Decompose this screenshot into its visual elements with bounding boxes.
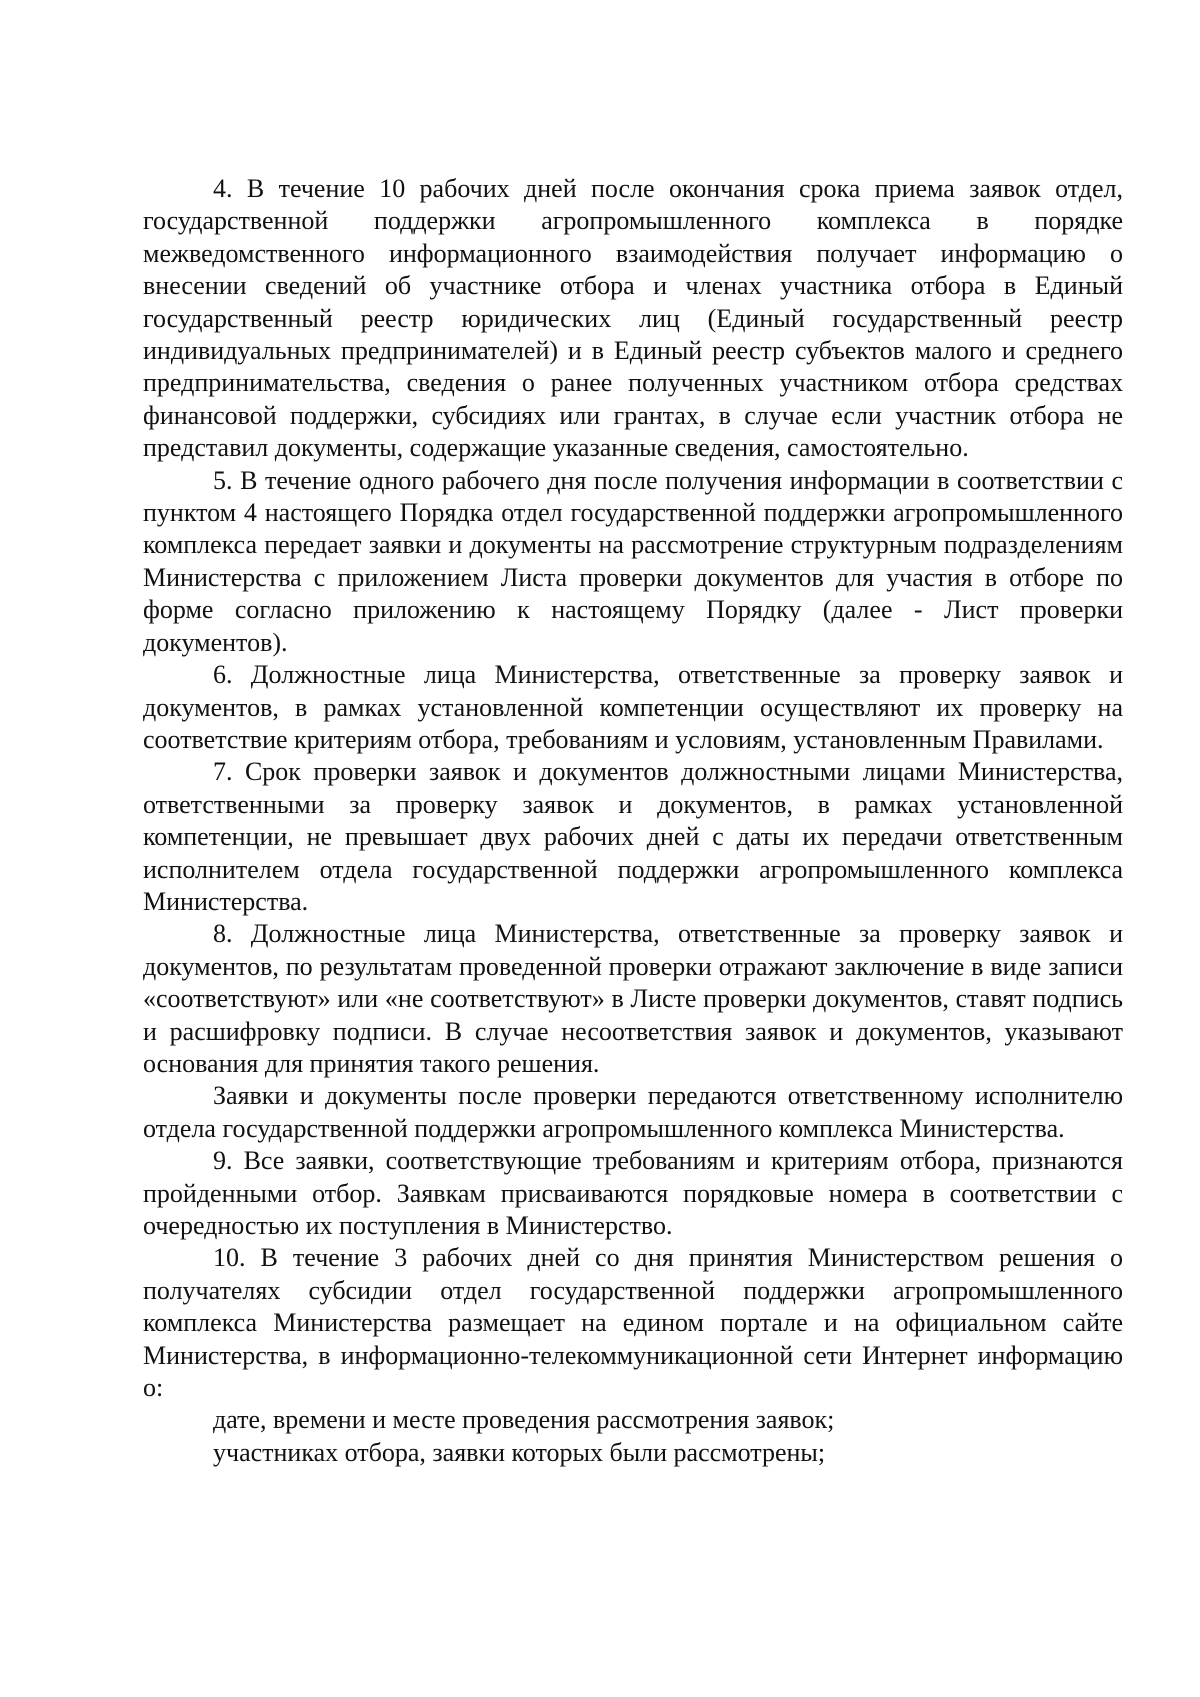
document-body [143, 173, 1123, 1469]
paragraph-5: 5. В течение одного рабочего дня после получения информации в соответствии с пунктом 4 настоящего Порядка отдел государственной поддержки агропромышленного комплекса передает заявки и документы на рассмотрение структурным подразделениям Министерства с приложением Листа проверки документов для участия в отборе по форме согласно приложению к настоящему Порядку (далее - Лист проверки документов). [143, 465, 1123, 657]
paragraph-6: 6. Должностные лица Министерства, ответственные за проверку заявок и документов, в рамках установленной компетенции осуществляют их проверку на соответствие критериям отбора, требованиям и условиям, установленным Правилами. [143, 660, 1123, 754]
paragraph-9: 9. Все заявки, соответствующие требованиям и критериям отбора, признаются пройденными отбор. Заявкам присваиваются порядковые номера в соответствии с очередностью их поступления в Министерство. [143, 1146, 1123, 1240]
paragraph-10: 10. В течение 3 рабочих дней со дня принятия Министерством решения о получателях субсидии отдел государственной поддержки агропромышленного комплекса Министерства размещает на едином портале и на официальном сайте Министерства, в информационно-телекоммуникационной сети Интернет информацию о: [143, 1243, 1123, 1403]
paragraph-8-continuation: Заявки и документы после проверки передаются ответственному исполнителю отдела государственной поддержки агропромышленного комплекса Министерства. [143, 1081, 1123, 1143]
paragraph-4: 4. В течение 10 рабочих дней после окончания срока приема заявок отдел, государственной поддержки агропромышленного комплекса в порядке межведомственного информационного взаимодействия получает информацию о внесении сведений об участнике отбора и членах участника отбора в Единый государственный реестр юридических лиц (Единый государственный реестр индивидуальных предпринимателей) и в Единый реестр субъектов малого и среднего предпринимательства, сведения о ранее полученных участником отбора средствах финансовой поддержки, субсидиях или грантах, в случае если участник отбора не представил документы, содержащие указанные сведения, самостоятельно. [143, 174, 1123, 463]
paragraph-8: 8. Должностные лица Министерства, ответственные за проверку заявок и документов, по результатам проведенной проверки отражают заключение в виде записи «соответствуют» или «не соответствуют» в Листе проверки документов, ставят подпись и расшифровку подписи. В случае несоответствия заявок и документов, указывают основания для принятия такого решения. [143, 919, 1123, 1078]
paragraph-7: 7. Срок проверки заявок и документов должностными лицами Министерства, ответственными за проверку заявок и документов, в рамках установленной компетенции, не превышает двух рабочих дней с даты их передачи ответственным исполнителем отдела государственной поддержки агропромышленного комплекса Министерства. [143, 757, 1123, 916]
list-item-participants: участниках отбора, заявки которых были рассмотрены; [213, 1437, 826, 1467]
list-item-date-time-place: дате, времени и месте проведения рассмотрения заявок; [213, 1405, 835, 1435]
